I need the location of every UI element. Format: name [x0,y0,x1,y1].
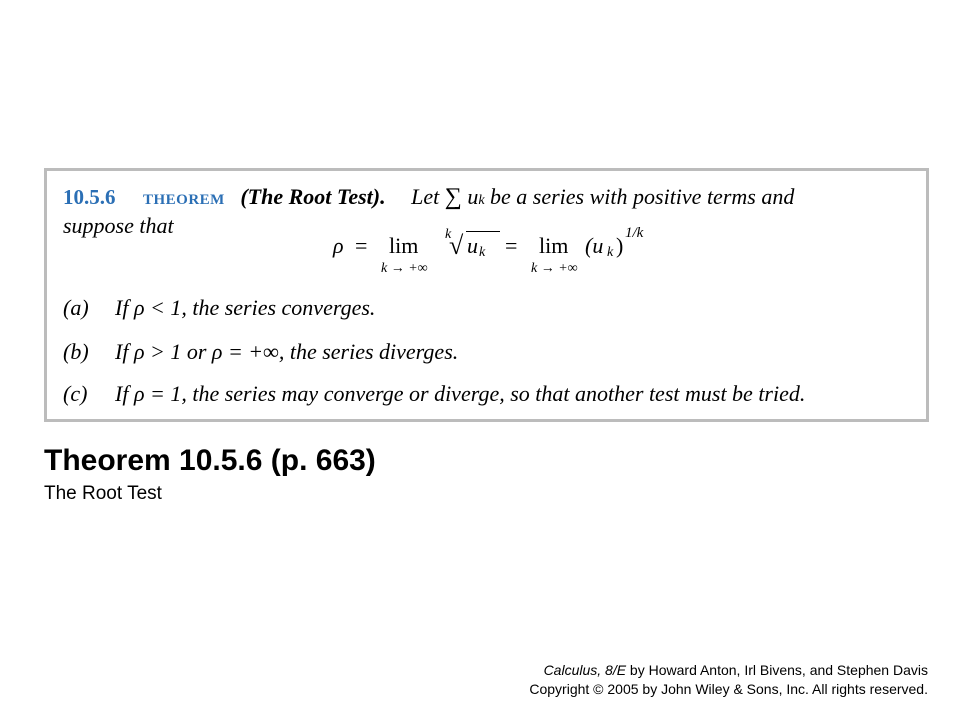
case-b [63,339,458,365]
theorem-header [63,183,794,215]
book-title: Calculus, 8/E [543,662,627,678]
term-u: u [467,184,479,209]
case-label: (a) [63,295,89,320]
footer-line-1 [529,661,928,680]
root-test-formula [333,225,653,279]
rho-symbol: ρ [333,233,344,258]
slide-subtitle: The Root Test [44,483,162,504]
lim-subscript: k → +∞ [381,261,428,276]
case-label: (c) [63,381,88,406]
equals-sign-2: = [505,233,518,258]
case-text: If ρ < 1, the series converges. [115,295,376,320]
root-index: k [445,227,452,242]
slide-title: Theorem 10.5.6 (p. 663) [44,444,376,477]
case-text: If ρ = 1, the series may converge or diverge, so that another test must be tried. [115,381,806,406]
theorem-intro-pre: Let [411,184,440,209]
paren-expr: (u [585,233,604,258]
exponent: 1/k [625,225,644,241]
root-u: u [467,233,478,258]
radical-bar [466,231,500,232]
case-text: If ρ > 1 or ρ = +∞, the series diverges. [115,339,459,364]
book-authors: by Howard Anton, Irl Bivens, and Stephen Davis [626,662,928,678]
suppose-text: suppose that [63,213,174,238]
theorem-keyword: THEOREM [143,192,225,208]
case-c [63,381,805,407]
paren-sub: k [607,245,614,260]
term-sub: k [478,193,485,208]
lim-subscript-2: k → +∞ [531,261,578,276]
theorem-number: 10.5.6 [63,185,116,209]
case-a [63,295,375,321]
equals-sign: = [355,233,368,258]
radical-icon: √ [449,231,464,260]
theorem-box [44,168,929,422]
theorem-intro-post: be a series with positive terms and [490,184,795,209]
theorem-name: (The Root Test). [240,184,386,209]
root-u-sub: k [479,245,486,260]
lim-text: lim [389,233,419,258]
paren-close: ) [616,233,624,258]
copyright-text: Copyright © 2005 by John Wiley & Sons, Inc. All rights reserved. [529,681,928,697]
lim-text-2: lim [539,233,569,258]
sum-symbol: ∑ [444,184,462,210]
case-label: (b) [63,339,89,364]
copyright-footer [529,661,928,699]
